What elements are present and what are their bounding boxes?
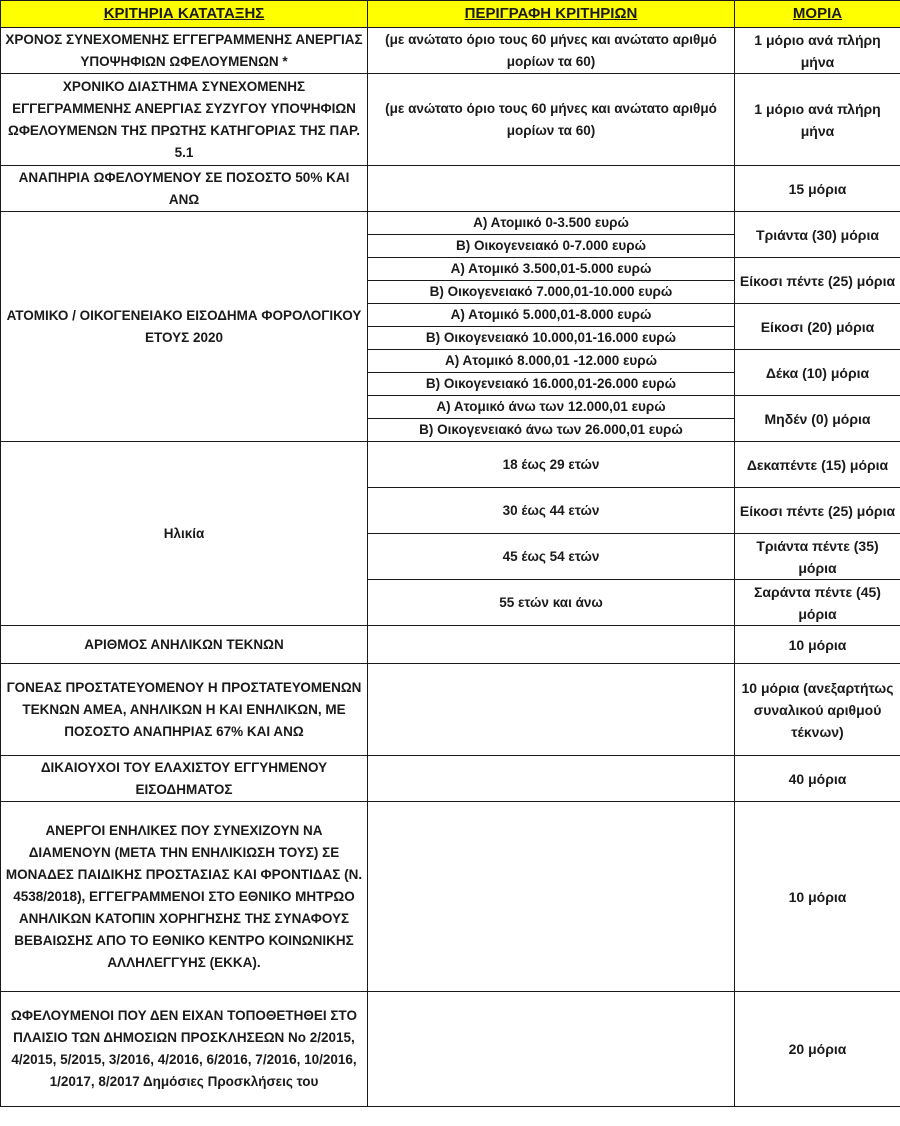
income-individual-cell: Α) Ατομικό 5.000,01-8.000 ευρώ [368,304,735,327]
table-row [1,28,900,74]
points-cell: 10 μόρια [735,802,900,992]
points-cell: Σαράντα πέντε (45) μόρια [735,580,900,626]
table-row [1,802,900,992]
points-cell: 10 μόρια (ανεξαρτήτως συναλικού αριθμού τέκνων) [735,664,900,756]
table-row [1,756,900,802]
points-cell: Τριάντα (30) μόρια [735,212,900,258]
age-range-cell: 30 έως 44 ετών [368,488,735,534]
income-family-cell: Β) Οικογενειακό 16.000,01-26.000 ευρώ [368,373,735,396]
description-cell [368,664,735,756]
description-cell [368,802,735,992]
points-cell: Δέκα (10) μόρια [735,350,900,396]
description-cell: (με ανώτατο όριο τους 60 μήνες και ανώτατο αριθμό μορίων τα 60) [368,28,735,74]
criterion-cell: ΓΟΝΕΑΣ ΠΡΟΣΤΑΤΕΥΟΜΕΝΟΥ Η ΠΡΟΣΤΑΤΕΥΟΜΕΝΩΝ ΤΕΚΝΩΝ ΑΜΕΑ, ΑΝΗΛΙΚΩΝ Η ΚΑΙ ΕΝΗΛΙΚΩΝ, ΜΕ ΠΟΣΟΣΤΟ ΑΝΑΠΗΡΙΑΣ 67% ΚΑΙ ΑΝΩ [1,664,368,756]
header-criteria: ΚΡΙΤΗΡΙΑ ΚΑΤΑΤΑΞΗΣ [1,1,368,28]
age-range-cell: 55 ετών και άνω [368,580,735,626]
income-individual-cell: Α) Ατομικό 8.000,01 -12.000 ευρώ [368,350,735,373]
points-cell: 15 μόρια [735,166,900,212]
description-cell [368,626,735,664]
criterion-cell: ΧΡΟΝΙΚΟ ΔΙΑΣΤΗΜΑ ΣΥΝΕΧΟΜΕΝΗΣ ΕΓΓΕΓΡΑΜΜΕΝΗΣ ΑΝΕΡΓΙΑΣ ΣΥΖΥΓΟΥ ΥΠΟΨΗΦΙΩΝ ΩΦΕΛΟΥΜΕΝΩΝ ΤΗΣ ΠΡΩΤΗΣ ΚΑΤΗΓΟΡΙΑΣ ΤΗΣ ΠΑΡ. 5.1 [1,74,368,166]
points-cell: Μηδέν (0) μόρια [735,396,900,442]
income-family-cell: Β) Οικογενειακό άνω των 26.000,01 ευρώ [368,419,735,442]
points-cell: Τριάντα πέντε (35) μόρια [735,534,900,580]
header-points: ΜΟΡΙΑ [735,1,900,28]
income-family-cell: Β) Οικογενειακό 10.000,01-16.000 ευρώ [368,327,735,350]
points-cell: 10 μόρια [735,626,900,664]
table-row [1,442,900,488]
criterion-cell: ΩΦΕΛΟΥΜΕΝΟΙ ΠΟΥ ΔΕΝ ΕΙΧΑΝ ΤΟΠΟΘΕΤΗΘΕΙ ΣΤΟ ΠΛΑΙΣΙΟ ΤΩΝ ΔΗΜΟΣΙΩΝ ΠΡΟΣΚΛΗΣΕΩΝ Νο 2/2015, 4/2015, 5/2015, 3/2016, 4/2016, 6/2016, 7/2016, 10/2016, 1/2017, 8/2017 Δημόσιες Προσκλήσεις του [1,992,368,1107]
points-cell: 20 μόρια [735,992,900,1107]
header-description: ΠΕΡΙΓΡΑΦΗ ΚΡΙΤΗΡΙΩΝ [368,1,735,28]
criterion-cell: ΑΤΟΜΙΚΟ / ΟΙΚΟΓΕΝΕΙΑΚΟ ΕΙΣΟΔΗΜΑ ΦΟΡΟΛΟΓΙΚΟΥ ΕΤΟΥΣ 2020 [1,212,368,442]
description-cell [368,992,735,1107]
description-cell: (με ανώτατο όριο τους 60 μήνες και ανώτατο αριθμό μορίων τα 60) [368,74,735,166]
criterion-cell: ΑΝΑΠΗΡΙΑ ΩΦΕΛΟΥΜΕΝΟΥ ΣΕ ΠΟΣΟΣΤΟ 50% ΚΑΙ ΑΝΩ [1,166,368,212]
income-individual-cell: Α) Ατομικό άνω των 12.000,01 ευρώ [368,396,735,419]
header-row [1,1,900,28]
age-range-cell: 45 έως 54 ετών [368,534,735,580]
table-row [1,664,900,756]
income-family-cell: Β) Οικογενειακό 7.000,01-10.000 ευρώ [368,281,735,304]
criterion-cell: ΔΙΚΑΙΟΥΧΟΙ ΤΟΥ ΕΛΑΧΙΣΤΟΥ ΕΓΓΥΗΜΕΝΟΥ ΕΙΣΟΔΗΜΑΤΟΣ [1,756,368,802]
criterion-cell: ΑΡΙΘΜΟΣ ΑΝΗΛΙΚΩΝ ΤΕΚΝΩΝ [1,626,368,664]
income-individual-cell: Α) Ατομικό 3.500,01-5.000 ευρώ [368,258,735,281]
points-cell: Δεκαπέντε (15) μόρια [735,442,900,488]
income-individual-cell: Α) Ατομικό 0-3.500 ευρώ [368,212,735,235]
points-cell: 40 μόρια [735,756,900,802]
points-cell: 1 μόριο ανά πλήρη μήνα [735,74,900,166]
points-cell: Είκοσι πέντε (25) μόρια [735,258,900,304]
points-cell: 1 μόριο ανά πλήρη μήνα [735,28,900,74]
description-cell [368,756,735,802]
table-row [1,74,900,166]
criterion-cell: ΑΝΕΡΓΟΙ ΕΝΗΛΙΚΕΣ ΠΟΥ ΣΥΝΕΧΙΖΟΥΝ ΝΑ ΔΙΑΜΕΝΟΥΝ (ΜΕΤΑ ΤΗΝ ΕΝΗΛΙΚΙΩΣΗ ΤΟΥΣ) ΣΕ ΜΟΝΑΔΕΣ ΠΑΙΔΙΚΗΣ ΠΡΟΣΤΑΣΙΑΣ ΚΑΙ ΦΡΟΝΤΙΔΑΣ (Ν. 4538/2018), ΕΓΓΕΓΡΑΜΜΕΝΟΙ ΣΤΟ ΕΘΝΙΚΟ ΜΗΤΡΩΟ ΑΝΗΛΙΚΩΝ ΚΑΤΟΠΙΝ ΧΟΡΗΓΗΣΗΣ ΤΗΣ ΣΥΝΑΦΟΥΣ ΒΕΒΑΙΩΣΗΣ ΑΠΟ ΤΟ ΕΘΝΙΚΟ ΚΕΝΤΡΟ ΚΟΙΝΩΝΙΚΗΣ ΑΛΛΗΛΕΓΓΥΗΣ (ΕΚΚΑ). [1,802,368,992]
table-row [1,626,900,664]
criterion-cell: Ηλικία [1,442,368,626]
table-row [1,166,900,212]
criterion-cell: ΧΡΟΝΟΣ ΣΥΝΕΧΟΜΕΝΗΣ ΕΓΓΕΓΡΑΜΜΕΝΗΣ ΑΝΕΡΓΙΑΣ ΥΠΟΨΗΦΙΩΝ ΩΦΕΛΟΥΜΕΝΩΝ * [1,28,368,74]
points-cell: Είκοσι (20) μόρια [735,304,900,350]
table-row [1,212,900,235]
age-range-cell: 18 έως 29 ετών [368,442,735,488]
description-cell [368,166,735,212]
points-cell: Είκοσι πέντε (25) μόρια [735,488,900,534]
table-row [1,992,900,1107]
income-family-cell: Β) Οικογενειακό 0-7.000 ευρώ [368,235,735,258]
